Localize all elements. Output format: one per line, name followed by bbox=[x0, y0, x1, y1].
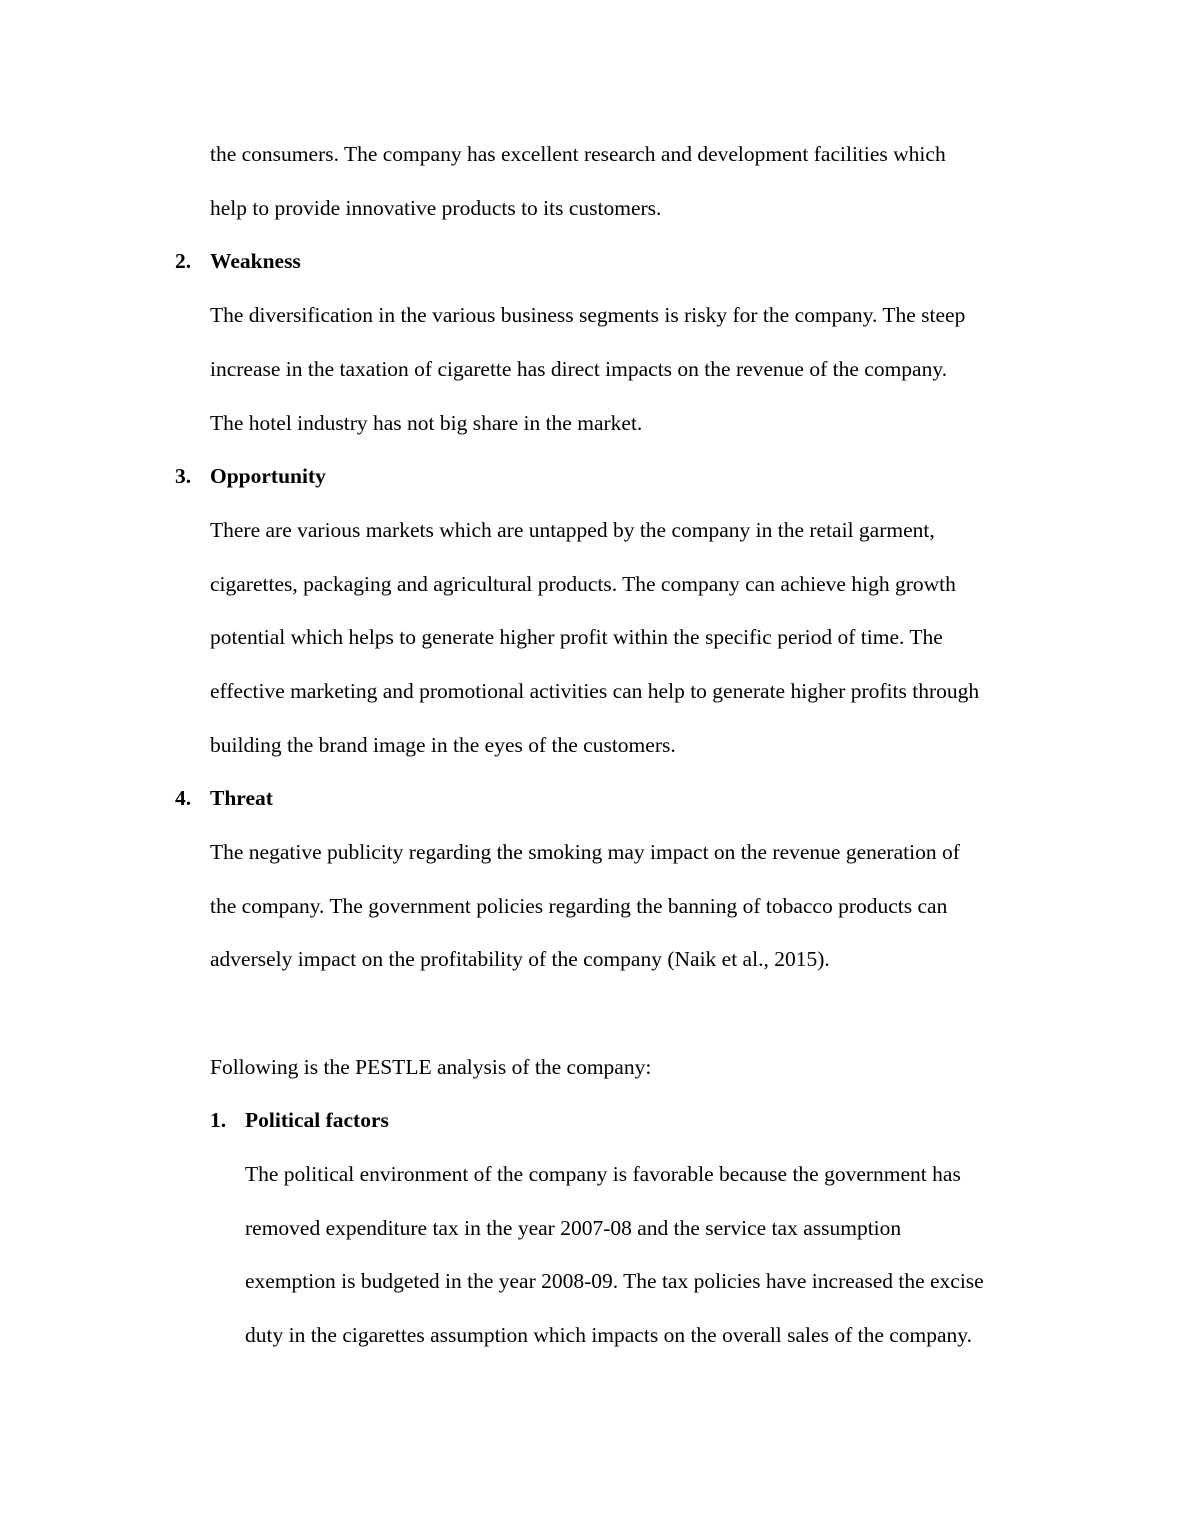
political-number: 1. bbox=[210, 1108, 227, 1132]
weakness-text-line: increase in the taxation of cigarette has direct impacts on the revenue of the company. bbox=[210, 357, 948, 381]
opportunity-text-line: cigarettes, packaging and agricultural products. The company can achieve high growth bbox=[210, 572, 956, 596]
weakness-heading: Weakness bbox=[210, 249, 301, 273]
threat-text-line: The negative publicity regarding the smoking may impact on the revenue generation of bbox=[210, 840, 960, 864]
threat-text-line: the company. The government policies regarding the banning of tobacco products can bbox=[210, 894, 948, 918]
threat-heading: Threat bbox=[210, 786, 273, 810]
political-text-line: duty in the cigarettes assumption which impacts on the overall sales of the company. bbox=[245, 1323, 973, 1347]
political-text-line: removed expenditure tax in the year 2007-08 and the service tax assumption bbox=[245, 1216, 902, 1240]
opportunity-text-line: effective marketing and promotional activities can help to generate higher profits through bbox=[210, 679, 980, 703]
opportunity-number: 3. bbox=[175, 464, 192, 488]
threat-text-line: adversely impact on the profitability of the company (Naik et al., 2015). bbox=[210, 947, 830, 971]
political-text-line: The political environment of the company is favorable because the government has bbox=[245, 1162, 961, 1186]
strength-text-line: the consumers. The company has excellent research and development facilities which bbox=[210, 142, 946, 166]
political-heading: Political factors bbox=[245, 1108, 389, 1132]
political-text-line: exemption is budgeted in the year 2008-09. The tax policies have increased the excise bbox=[245, 1269, 984, 1293]
weakness-text-line: The hotel industry has not big share in the market. bbox=[210, 411, 643, 435]
strength-text-line: help to provide innovative products to its customers. bbox=[210, 196, 662, 220]
weakness-text-line: The diversification in the various business segments is risky for the company. The steep bbox=[210, 303, 966, 327]
opportunity-heading: Opportunity bbox=[210, 464, 326, 488]
threat-number: 4. bbox=[175, 786, 192, 810]
opportunity-text-line: There are various markets which are untapped by the company in the retail garment, bbox=[210, 518, 935, 542]
pestle-intro: Following is the PESTLE analysis of the company: bbox=[210, 1055, 652, 1079]
opportunity-text-line: building the brand image in the eyes of the customers. bbox=[210, 733, 676, 757]
weakness-number: 2. bbox=[175, 249, 192, 273]
opportunity-text-line: potential which helps to generate higher profit within the specific period of time. The bbox=[210, 625, 943, 649]
